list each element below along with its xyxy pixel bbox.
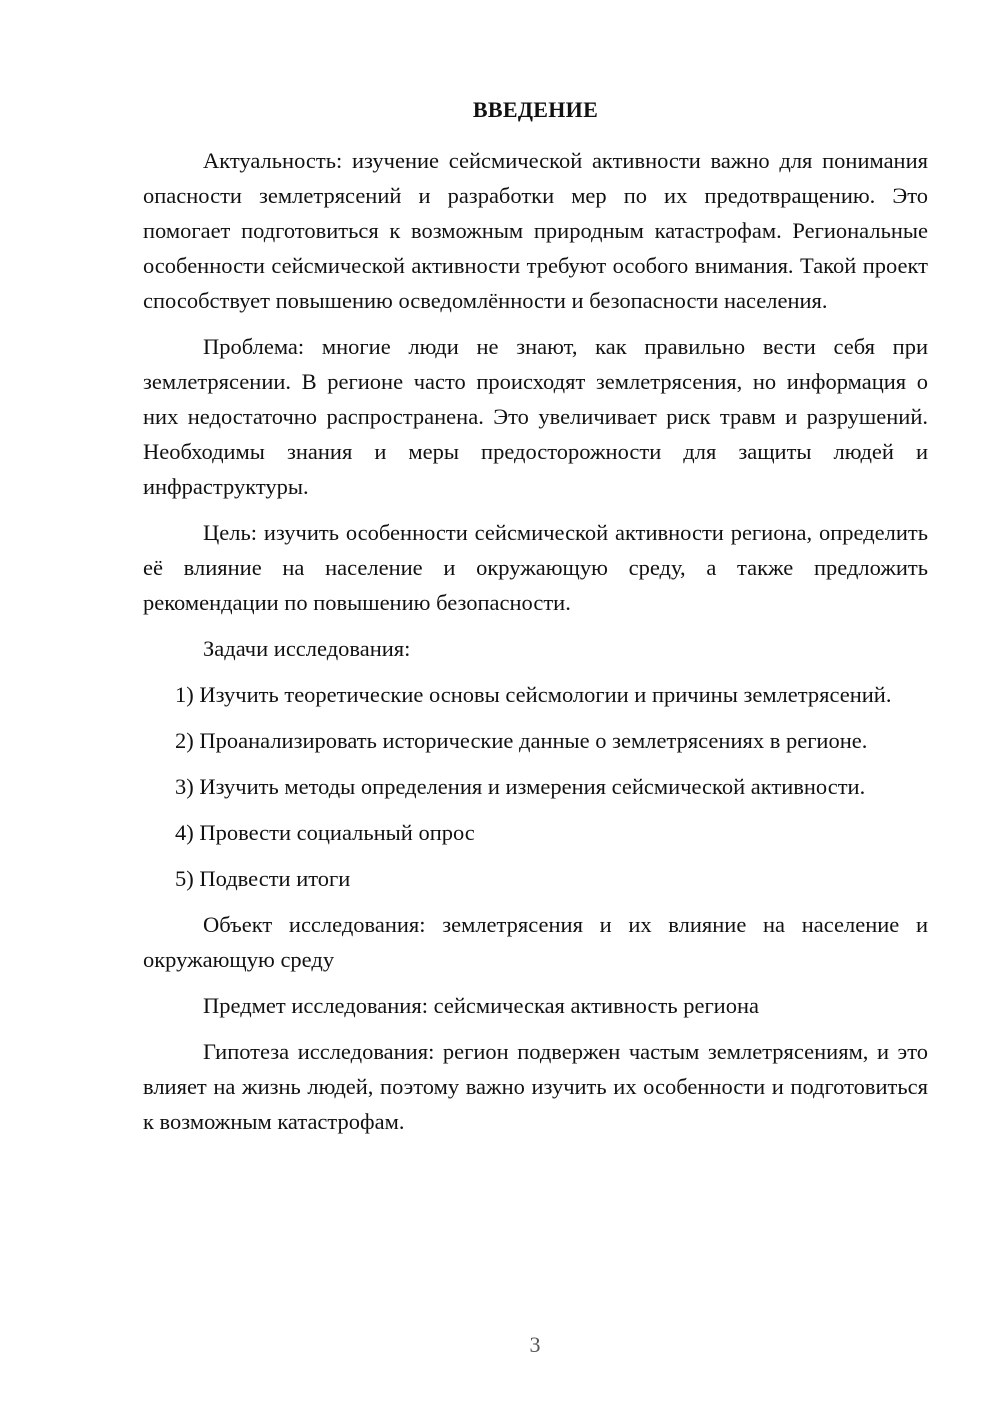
hypothesis-paragraph: Гипотеза исследования: регион подвержен частым землетрясениям, и это влияет на жизнь людей, поэтому важно изучить их особенности и подготовиться к возможным катастрофам. [143,1039,928,1134]
task-item: 5) Подвести итоги [175,866,351,891]
task-item: 3) Изучить методы определения и измерения сейсмической активности. [175,774,866,799]
subject-paragraph: Предмет исследования: сейсмическая активность региона [203,993,759,1018]
problem-paragraph: Проблема: многие люди не знают, как правильно вести себя при землетрясении. В регионе часто происходят землетрясения, но информация о них недостаточно распространена. Это увеличивает риск травм и разрушений. Необходимы знания и меры предосторожности для защиты людей и инфраструктуры. [143,334,928,499]
goal-paragraph: Цель: изучить особенности сейсмической активности региона, определить её влияние на население и окружающую среду, а также предложить рекомендации по повышению безопасности. [143,520,928,615]
tasks-heading: Задачи исследования: [203,636,411,661]
section-heading: ВВЕДЕНИЕ [472,97,599,122]
task-item: 2) Проанализировать исторические данные о землетрясениях в регионе. [175,728,868,753]
object-paragraph: Объект исследования: землетрясения и их влияние на население и окружающую среду [143,912,928,972]
task-item: 4) Провести социальный опрос [175,820,475,845]
relevance-paragraph: Актуальность: изучение сейсмической активности важно для понимания опасности землетрясений и разработки мер по их предотвращению. Это помогает подготовиться к возможным природным катастрофам. Региональные особенности сейсмической активности требуют особого внимания. Такой проект способствует повышению осведомлённости и безопасности населения. [143,148,928,313]
page-content [143,92,928,1150]
page-number: 3 [529,1332,541,1357]
task-item: 1) Изучить теоретические основы сейсмологии и причины землетрясений. [175,682,892,707]
